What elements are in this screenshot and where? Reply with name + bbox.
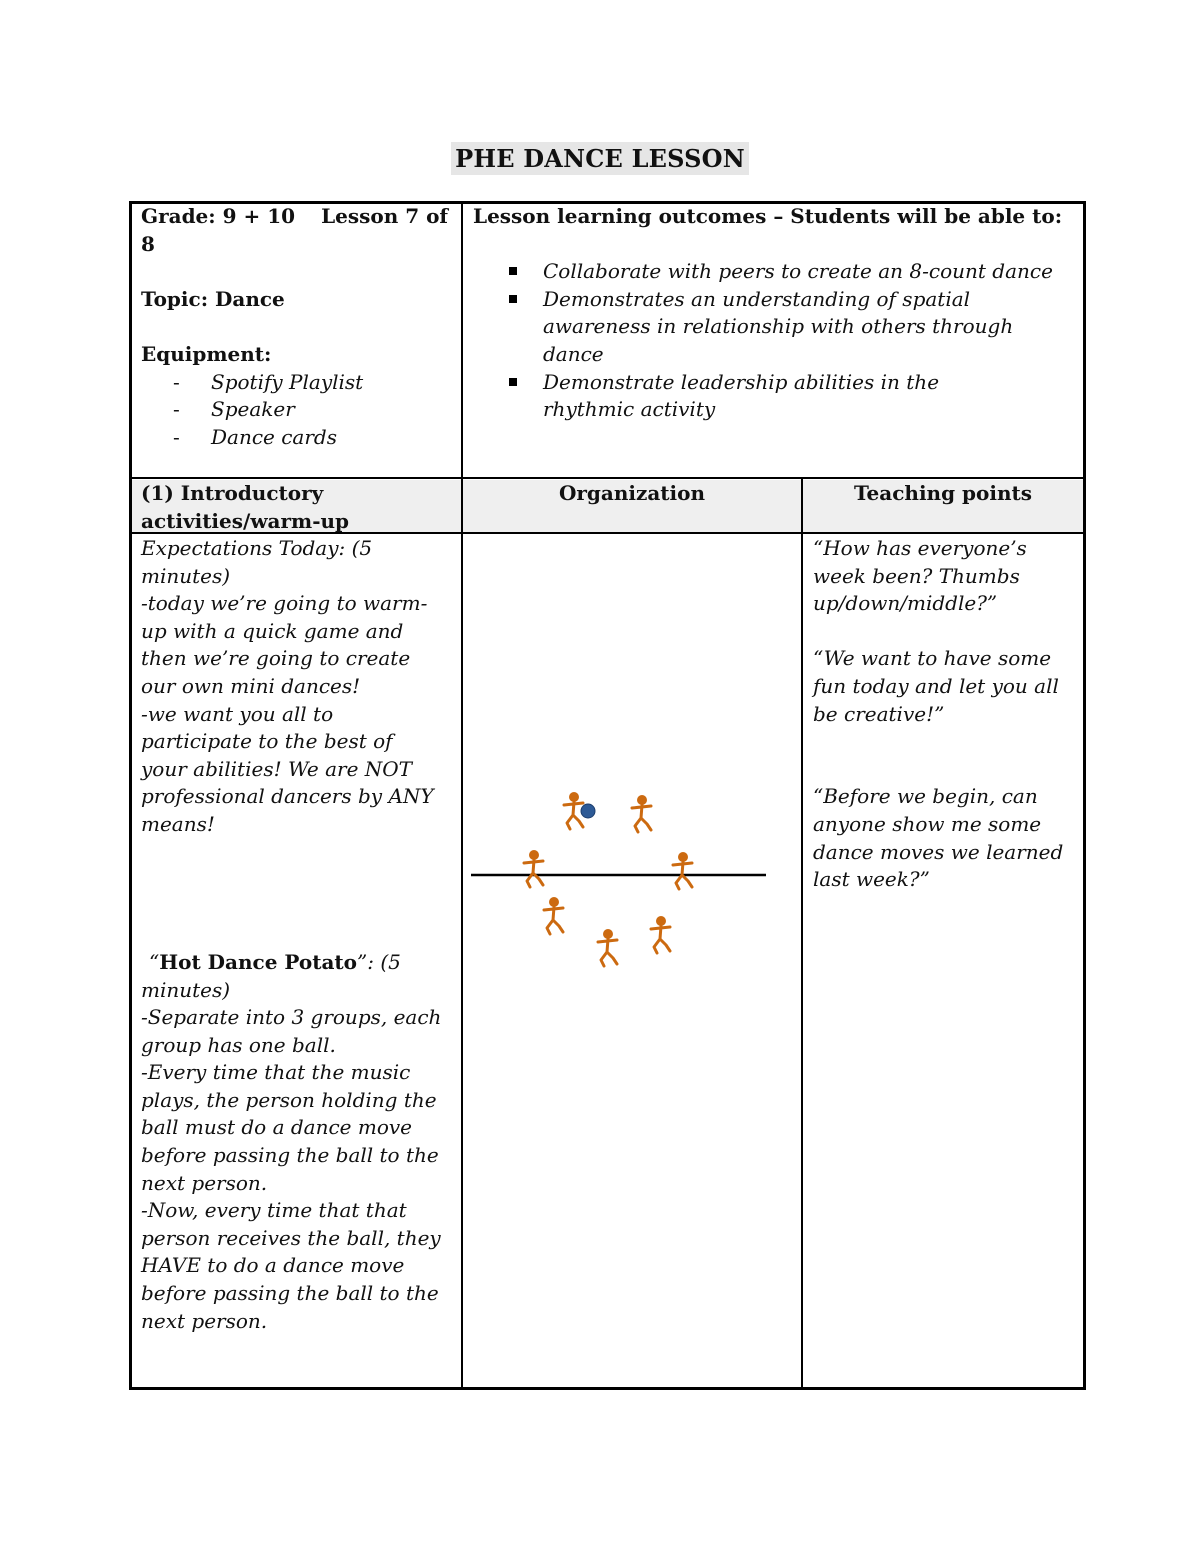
game-step: -Every time that the music plays, the person holding the ball must do a dance move before passing the ball to the next person.: [141, 1060, 439, 1195]
game-step: -Now, every time that that person receives the ball, they HAVE to do a dance move before passing the ball to the next person.: [141, 1198, 441, 1333]
outcome-item: Demonstrates an understanding of spatial awareness in relationship with others through dance: [473, 286, 1073, 369]
game-title: [141, 949, 443, 1004]
organization-diagram: [463, 534, 801, 1386]
equipment-item: - Spotify Playlist: [141, 369, 451, 397]
teaching-points-cell: [803, 535, 1083, 894]
dancer-icon: [524, 850, 543, 887]
page-title-wrap: [0, 142, 1200, 175]
dancer-icon: [673, 852, 692, 889]
equipment-item: - Speaker: [141, 396, 451, 424]
equipment-item: - Dance cards: [141, 424, 451, 452]
ball-icon: [581, 804, 595, 818]
grade-label: Grade: 9 + 10: [141, 204, 296, 228]
organization-header: Organization: [558, 481, 706, 505]
lesson-info-cell: [131, 203, 461, 451]
game-name: Hot Dance Potato: [159, 949, 357, 974]
table-border-bottom: [129, 1387, 1086, 1390]
equipment-label: Equipment:: [141, 341, 272, 366]
teaching-points-header: Teaching points: [853, 481, 1033, 505]
outcomes-heading: Lesson learning outcomes – Students will be able to:: [473, 204, 1063, 228]
expectation-item: -we want you all to participate to the best of your abilities! We are NOT professional dancers by ANY means!: [141, 701, 434, 836]
dancer-icon: [598, 929, 617, 966]
dancer-icon: [564, 792, 583, 829]
game-quote-open: “: [149, 949, 160, 974]
table-border-row1: [129, 477, 1086, 479]
game-duration: ”: (5 minutes): [141, 949, 401, 1002]
learning-outcomes-cell: [463, 203, 1083, 424]
activities-cell: [131, 535, 453, 1335]
page-title: PHE DANCE LESSON: [451, 142, 749, 175]
equipment-list: [141, 369, 451, 452]
teaching-point: “Before we begin, can anyone show me some dance moves we learned last week?”: [813, 784, 1064, 892]
outcome-item: Demonstrate leadership abilities in the rhythmic activity: [473, 369, 1073, 424]
dancer-icon: [544, 897, 563, 934]
expectations-title: Expectations Today: (5 minutes): [141, 536, 373, 588]
grade-line: [141, 203, 451, 258]
table-border-right: [1083, 201, 1086, 1390]
dancer-icon: [632, 795, 651, 832]
activities-header: (1) Introductory activities/warm-up: [141, 481, 350, 533]
dancer-icon: [651, 916, 670, 953]
outcome-item: Collaborate with peers to create an 8-count dance: [473, 258, 1073, 286]
expectation-item: -today we’re going to warm-up with a quick game and then we’re going to create our own mini dances!: [141, 591, 428, 698]
teaching-point: “We want to have some fun today and let you all be creative!”: [813, 646, 1059, 726]
topic-label: Topic: Dance: [141, 286, 285, 311]
lesson-number: Lesson 7 of 8: [141, 204, 449, 256]
game-step: -Separate into 3 groups, each group has one ball.: [141, 1005, 442, 1057]
outcomes-list: [473, 258, 1073, 424]
teaching-point: “How has everyone’s week been? Thumbs up/down/middle?”: [813, 536, 1027, 616]
